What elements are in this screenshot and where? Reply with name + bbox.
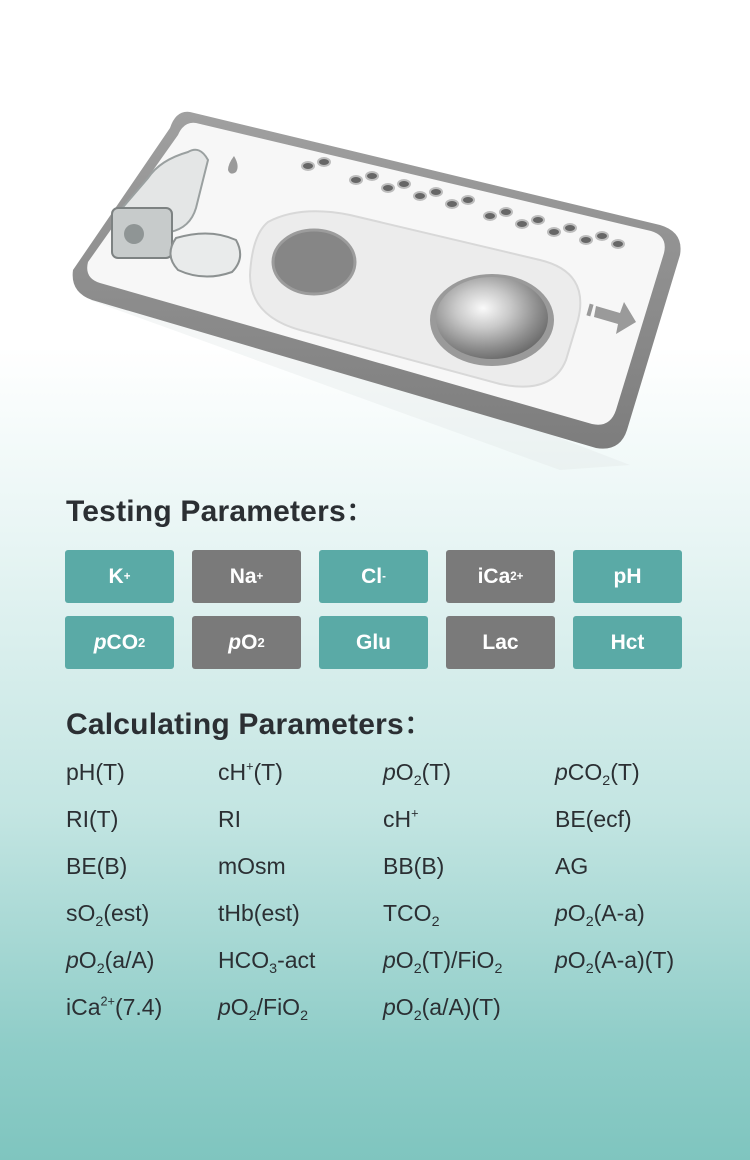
parameter-text-part: 2 [248,1007,257,1024]
calculated-parameter [218,756,383,803]
parameter-text-part: p [555,947,568,973]
calculated-parameter [383,756,555,803]
calculated-parameter [555,850,715,897]
parameter-text-part: mOsm [218,853,286,879]
parameter-text-part: iCa [66,994,101,1020]
parameter-text-part: 2+ [100,994,115,1009]
parameter-text-part: 2 [413,1007,422,1024]
parameter-text-part: O [395,759,414,785]
calculated-parameter [383,803,555,850]
parameter-text-part: (7.4) [114,994,163,1020]
parameter-tile [573,616,682,669]
tile-italic-prefix: p [228,630,242,654]
parameter-text-part: sO [66,900,96,926]
calculated-parameter [555,897,715,944]
parameter-text-part: (T)/FiO [421,947,495,973]
tile-label: K [108,564,124,588]
parameter-text-part: + [411,806,419,821]
tile-label: pH [613,564,642,588]
parameter-text-part: O [567,947,586,973]
calculated-parameter [218,850,383,897]
parameter-text-part: 2 [431,913,440,930]
calculated-parameter [218,897,383,944]
parameter-text-part: p [218,994,231,1020]
calculated-parameter [66,803,218,850]
calculating-parameters-grid [66,756,715,1038]
calculated-parameter [383,850,555,897]
parameter-tile: Na + [192,550,301,603]
parameter-text-part: (A-a) [593,900,645,926]
parameter-tile: iCa 2+ [446,550,555,603]
parameter-text-part: 2 [413,960,422,977]
parameter-text-part: O [395,994,414,1020]
parameter-text-part: RI(T) [66,806,119,832]
parameter-text-part: p [383,759,396,785]
parameter-text-part: /FiO [256,994,301,1020]
parameter-text-part: pH(T) [66,759,125,785]
parameter-text-part: p [66,947,79,973]
parameter-text-part: TCO [383,900,432,926]
test-cartridge-illustration [0,0,750,480]
parameter-text-part: (est) [103,900,150,926]
parameter-text-part: 3 [269,960,278,977]
tile-label: Na [229,564,257,588]
parameter-text-part: O [78,947,97,973]
parameter-text-part: 2 [585,960,594,977]
calculated-parameter [218,991,383,1038]
parameter-tile: p O 2 [192,616,301,669]
parameter-tile [446,616,555,669]
calculated-parameter [555,944,715,991]
parameter-tile [319,616,428,669]
parameter-text-part: cH [383,806,412,832]
parameter-text-part: 2 [95,913,104,930]
parameter-text-part: BE(ecf) [555,806,632,832]
calculated-parameter [66,991,218,1038]
parameter-text-part: O [395,947,414,973]
parameter-tile [573,550,682,603]
tile-label: Glu [356,630,391,654]
calculated-parameter [383,991,555,1038]
calculated-parameter [383,897,555,944]
tile-label: Hct [610,630,645,654]
parameter-text-part: AG [555,853,589,879]
parameter-text-part: (a/A) [104,947,155,973]
parameter-text-part: BE(B) [66,853,128,879]
parameter-text-part: (A-a)(T) [593,947,675,973]
parameter-text-part: cH [218,759,247,785]
parameter-text-part: + [246,759,254,774]
parameter-tile: K + [65,550,174,603]
calculated-parameter [218,944,383,991]
parameter-text-part: p [383,994,396,1020]
tile-label: O [241,630,258,654]
parameter-text-part: 2 [96,960,105,977]
parameter-text-part: p [555,900,568,926]
parameter-tile: Cl - [319,550,428,603]
parameter-text-part: HCO [218,947,270,973]
parameter-text-part: CO [567,759,603,785]
parameter-text-part: O [230,994,249,1020]
parameter-text-part: O [567,900,586,926]
parameter-text-part: p [383,947,396,973]
parameter-text-part: 2 [585,913,594,930]
calculated-parameter [383,944,555,991]
parameter-text-part: RI [218,806,241,832]
parameter-text-part: (T) [253,759,283,785]
parameter-text-part: BB(B) [383,853,445,879]
parameter-text-part: p [555,759,568,785]
calculated-parameter [218,803,383,850]
tile-label: iCa [477,564,511,588]
calculated-parameter [66,944,218,991]
calculated-parameter [555,756,715,803]
tile-italic-prefix: p [93,630,107,654]
parameter-text-part: (a/A)(T) [421,994,501,1020]
parameter-text-part: tHb(est) [218,900,300,926]
tile-label: Cl [361,564,383,588]
calculated-parameter [66,850,218,897]
parameter-text-part: 2 [300,1007,309,1024]
calculated-parameter [66,897,218,944]
calculated-parameter [66,756,218,803]
calculated-parameter [555,803,715,850]
parameter-text-part: 2 [602,772,611,789]
testing-parameters-heading: Testing Parameters： [66,495,377,528]
parameter-text-part: 2 [494,960,503,977]
parameter-text-part: 2 [413,772,422,789]
parameter-text-part: (T) [421,759,451,785]
testing-parameters-grid [65,550,695,669]
parameter-text-part: (T) [610,759,640,785]
tile-label: CO [106,630,139,654]
parameter-tile: p CO 2 [65,616,174,669]
calculating-parameters-heading: Calculating Parameters： [66,708,435,741]
parameter-text-part: -act [277,947,316,973]
tile-label: Lac [482,630,519,654]
